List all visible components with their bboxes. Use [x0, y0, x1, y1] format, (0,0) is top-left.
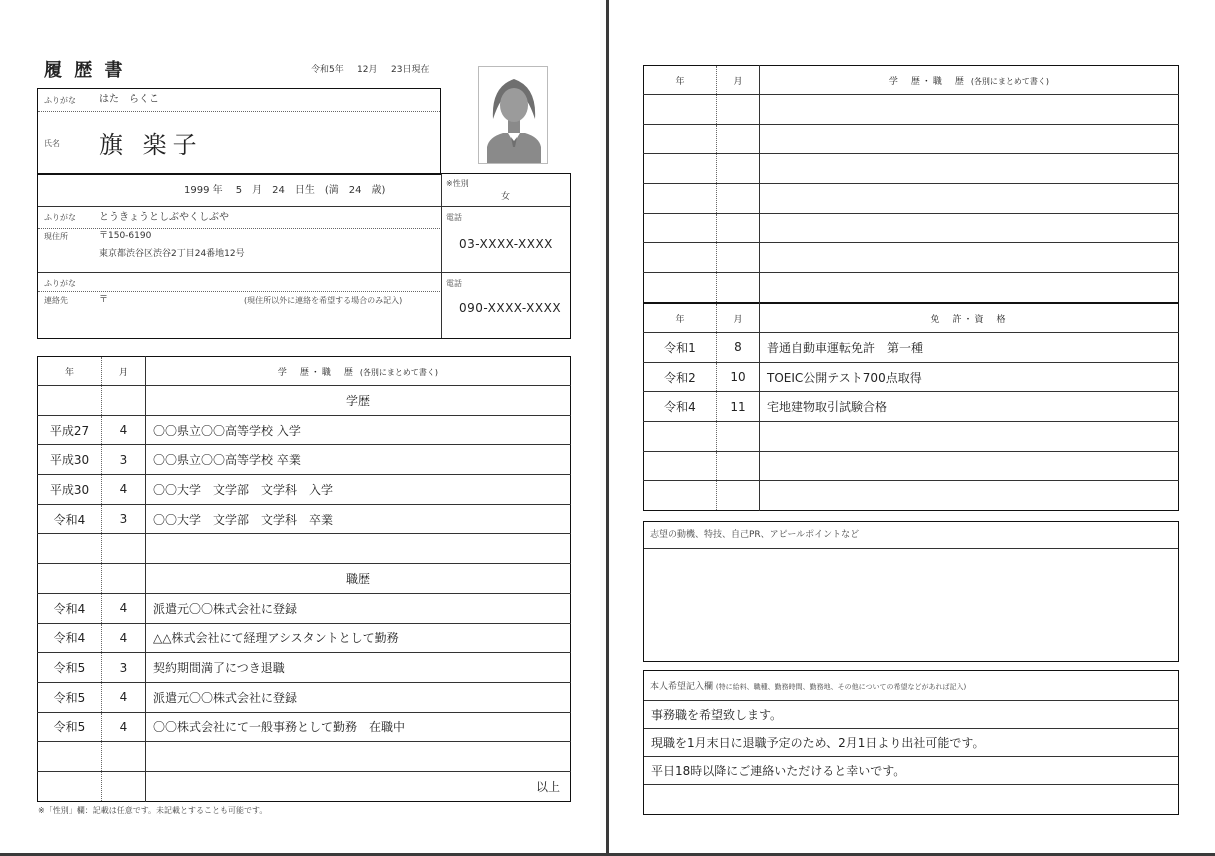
header-month: 月: [717, 304, 760, 333]
row-content: 学歴: [146, 386, 571, 416]
name-furigana-value: はた らくこ: [99, 94, 159, 105]
full-name: 旗 楽子: [99, 131, 203, 159]
history-continued-table: [643, 65, 1179, 303]
address-label: 現住所: [44, 232, 68, 241]
row-month: 4: [102, 593, 146, 623]
table-row: [38, 475, 571, 505]
wishes-label-text: 本人希望記入欄: [650, 682, 714, 692]
header-year: 年: [38, 357, 102, 386]
row-month: [717, 213, 760, 243]
address-furigana-value: とうきょうとしぶやくしぶや: [99, 212, 229, 223]
header-year: 年: [644, 304, 717, 333]
gender-value: 女: [501, 192, 511, 202]
row-year: 令和4: [38, 504, 102, 534]
motivation-label: 志望の動機、特技、自己PR、アピールポイントなど: [650, 530, 860, 540]
licenses-table: [643, 303, 1179, 511]
header-month: 月: [102, 357, 146, 386]
header-year: 年: [644, 66, 717, 95]
row-month: 4: [102, 623, 146, 653]
header-month: 月: [717, 66, 760, 95]
header-content-note: (各別にまとめて書く): [359, 367, 439, 377]
table-row: [644, 392, 1179, 422]
row-content: [760, 213, 1179, 243]
address-furigana-label: ふりがな: [44, 213, 76, 222]
table-row: [644, 95, 1179, 125]
table-row: [38, 534, 571, 564]
table-row: [38, 653, 571, 683]
row-content: 〇〇株式会社にて一般事務として勤務 在職中: [146, 712, 571, 742]
row-content: [760, 422, 1179, 452]
row-year: [38, 534, 102, 564]
name-box: [37, 88, 441, 175]
row-month: 3: [102, 504, 146, 534]
row-content: 〇〇県立〇〇高等学校 卒業: [146, 445, 571, 475]
table-row: [38, 445, 571, 475]
row-content: 〇〇県立〇〇高等学校 入学: [146, 415, 571, 445]
table-row: [38, 742, 571, 772]
address-postal: 〒150-6190: [99, 231, 152, 241]
row-month: [102, 771, 146, 801]
row-content: [760, 95, 1179, 125]
date-era: 令和5年: [311, 65, 344, 75]
table-row: [38, 386, 571, 416]
row-content: 派遣元〇〇株式会社に登録: [146, 593, 571, 623]
row-content: TOEIC公開テスト700点取得: [760, 362, 1179, 392]
table-row: [644, 154, 1179, 184]
table-row: [38, 623, 571, 653]
address-line: 東京都渋谷区渋谷2丁目24番地12号: [99, 249, 245, 259]
date-day: 23日現在: [391, 65, 430, 75]
row-year: [644, 154, 717, 184]
row-month: 8: [717, 333, 760, 363]
row-content: 契約期間満了につき退職: [146, 653, 571, 683]
phone-label: 電話: [446, 213, 462, 222]
resume-page-1: [0, 0, 606, 853]
row-year: [644, 124, 717, 154]
row-year: 平成30: [38, 445, 102, 475]
table-row: [644, 213, 1179, 243]
row-content: [760, 481, 1179, 511]
contact-furigana-label: ふりがな: [44, 279, 76, 288]
row-month: [717, 95, 760, 125]
table-row: [644, 333, 1179, 363]
resume-page-2: [609, 0, 1215, 853]
name-label: 氏名: [44, 139, 60, 148]
divider: [38, 291, 440, 292]
table-row: [644, 451, 1179, 481]
row-year: 令和4: [38, 623, 102, 653]
contact-phone-label: 電話: [446, 279, 462, 288]
motivation-box: [643, 521, 1179, 662]
row-year: 令和2: [644, 362, 717, 392]
row-year: 令和4: [38, 593, 102, 623]
row-year: 平成30: [38, 475, 102, 505]
contact-phone-number: 090-XXXX-XXXX: [459, 301, 562, 315]
row-year: [644, 422, 717, 452]
row-content: [760, 154, 1179, 184]
divider: [38, 272, 570, 273]
history-table: [37, 356, 571, 802]
contact-label: 連絡先: [44, 296, 68, 305]
row-month: [717, 184, 760, 214]
gender-label: ※性別: [446, 179, 469, 188]
table-row: [644, 184, 1179, 214]
header-content: 免 許・資 格: [930, 314, 1008, 325]
row-month: [717, 243, 760, 273]
divider: [644, 700, 1178, 701]
row-year: [644, 273, 717, 303]
row-content: 派遣元〇〇株式会社に登録: [146, 682, 571, 712]
header-content-label: 学 歴・職 歴: [888, 76, 966, 87]
row-year: [38, 771, 102, 801]
row-year: 令和1: [644, 333, 717, 363]
row-year: [38, 742, 102, 772]
header-content: [760, 66, 1179, 95]
table-row: [644, 362, 1179, 392]
row-year: 令和5: [38, 712, 102, 742]
row-year: [644, 243, 717, 273]
table-row: [38, 682, 571, 712]
row-month: 11: [717, 392, 760, 422]
table-row: [38, 593, 571, 623]
table-header: [38, 357, 571, 386]
row-year: [644, 481, 717, 511]
row-content: 〇〇大学 文学部 文学科 入学: [146, 475, 571, 505]
divider: [38, 206, 570, 207]
row-month: 10: [717, 362, 760, 392]
profile-photo: [478, 66, 548, 164]
table-row: [644, 243, 1179, 273]
table-row: [38, 564, 571, 594]
row-content: [760, 184, 1179, 214]
table-row: [644, 481, 1179, 511]
row-year: [644, 95, 717, 125]
row-content: 職歴: [146, 564, 571, 594]
wishes-line: 現職を1月末日に退職予定のため、2月1日より出社可能です。: [651, 736, 985, 750]
divider: [38, 228, 440, 229]
row-year: [38, 386, 102, 416]
date-month: 12月: [357, 65, 378, 75]
row-month: [717, 124, 760, 154]
row-month: 3: [102, 653, 146, 683]
row-content: 〇〇大学 文学部 文学科 卒業: [146, 504, 571, 534]
row-year: [644, 184, 717, 214]
phone-number: 03-XXXX-XXXX: [459, 237, 553, 251]
row-month: 4: [102, 475, 146, 505]
header-content-label: 学 歴・職 歴: [277, 367, 355, 378]
divider: [644, 784, 1178, 785]
row-month: [717, 273, 760, 303]
row-month: [717, 481, 760, 511]
row-year: 令和5: [38, 653, 102, 683]
wishes-label: [650, 683, 966, 692]
row-year: 令和4: [644, 392, 717, 422]
wishes-line: 事務職を希望致します。: [651, 708, 783, 722]
row-content: [760, 124, 1179, 154]
divider: [38, 111, 440, 112]
row-month: [102, 386, 146, 416]
row-month: 4: [102, 415, 146, 445]
resume-title: 履 歴 書: [44, 60, 126, 81]
name-furigana-label: ふりがな: [44, 96, 76, 105]
birth-date: 1999 年 5 月 24 日生 (満 24 歳): [184, 185, 386, 196]
table-header: [644, 66, 1179, 95]
row-month: [102, 742, 146, 772]
contact-postal: 〒: [99, 295, 109, 305]
table-row: [644, 124, 1179, 154]
row-month: 3: [102, 445, 146, 475]
table-row: [644, 273, 1179, 303]
row-content: △△株式会社にて経理アシスタントとして勤務: [146, 623, 571, 653]
header-content-note: (各別にまとめて書く): [970, 76, 1050, 86]
contact-note: (現住所以外に連絡を希望する場合のみ記入): [244, 296, 403, 305]
row-year: [38, 564, 102, 594]
row-content: [760, 451, 1179, 481]
row-content: [760, 243, 1179, 273]
row-month: 4: [102, 682, 146, 712]
row-year: 令和5: [38, 682, 102, 712]
table-row: [38, 771, 571, 801]
row-year: [644, 451, 717, 481]
row-month: [717, 422, 760, 452]
table-row: [38, 712, 571, 742]
wishes-label-note: (特に給料、職種、勤務時間、勤務地、その他についての希望などがあれば記入): [715, 683, 967, 691]
table-row: [38, 504, 571, 534]
divider: [644, 756, 1178, 757]
row-month: [717, 451, 760, 481]
table-header: [644, 304, 1179, 333]
gender-footnote: ※「性別」欄：記載は任意です。未記載とすることも可能です。: [38, 806, 268, 815]
person-silhouette-icon: [479, 67, 548, 164]
row-month: [102, 534, 146, 564]
row-content: 宅地建物取引試験合格: [760, 392, 1179, 422]
row-content: [146, 534, 571, 564]
table-row: [644, 422, 1179, 452]
header-content: [146, 357, 571, 386]
row-year: 平成27: [38, 415, 102, 445]
wishes-line: 平日18時以降にご連絡いただけると幸いです。: [651, 764, 906, 778]
row-content: [760, 273, 1179, 303]
row-month: [717, 154, 760, 184]
row-month: [102, 564, 146, 594]
row-month: 4: [102, 712, 146, 742]
divider: [441, 174, 442, 338]
row-content: 普通自動車運転免許 第一種: [760, 333, 1179, 363]
divider: [644, 548, 1178, 549]
divider: [644, 728, 1178, 729]
table-row: [38, 415, 571, 445]
row-year: [644, 213, 717, 243]
row-content: [146, 742, 571, 772]
row-content: 以上: [146, 771, 571, 801]
